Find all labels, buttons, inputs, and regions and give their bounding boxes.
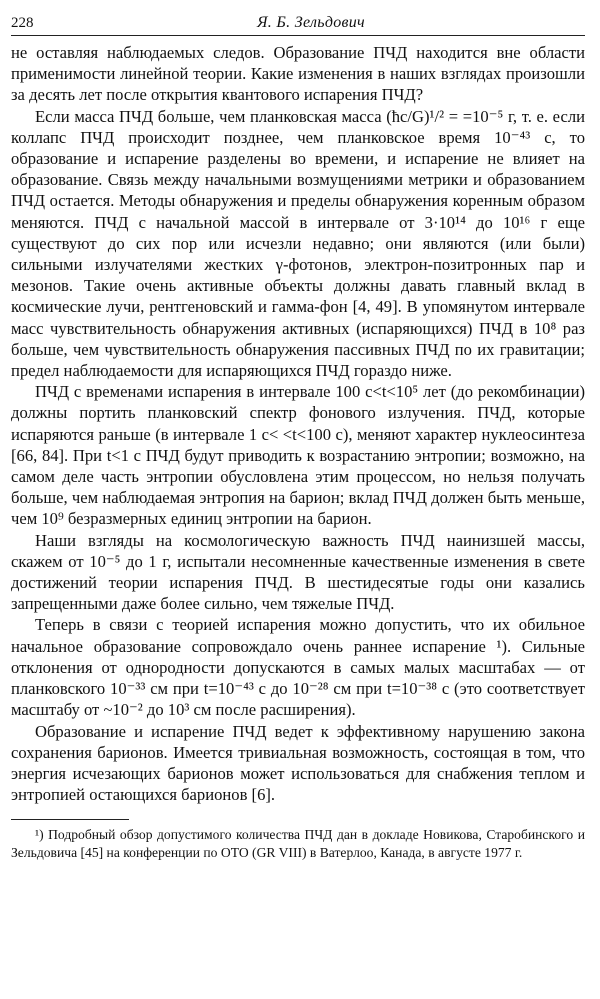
page-header <box>11 14 585 36</box>
paragraph: Наши взгляды на космологическую важность ПЧД наинизшей массы, скажем от 10⁻⁵ до 1 г, испытали несомненные качественные изменения в свете достижений теории испарения ПЧД. В шестидесятые годы они казались запрещенными даже более сильно, чем тяжелые ПЧД. <box>11 530 585 614</box>
running-title: Я. Б. Зельдович <box>256 14 365 31</box>
book-page <box>11 14 585 862</box>
paragraph: Образование и испарение ПЧД ведет к эффективному нарушению закона сохранения барионов. Имеется тривиальная возможность, состоящая в том, что энергия исчезающих барионов может использоваться для снабжения теплом и энтропией остающихся барионов [6]. <box>11 721 585 805</box>
paragraph: Теперь в связи с теорией испарения можно допустить, что их обильное начальное образование сопровождало очень раннее испарение ¹). Сильные отклонения от однородности допускаются в самых малых масштабах — от планковского 10⁻³³ см при t=10⁻⁴³ с до 10⁻²⁸ см при t=10⁻³⁸ с (это соответствует масштабу от ~10⁻² до 10³ см после расширения). <box>11 615 585 720</box>
paragraph: ПЧД с временами испарения в интервале 100 с<t<10⁵ лет (до рекомбинации) должны портить планковский спектр фонового излучения. ПЧД, которые испаряются раньше (в интервале 1 с< <t<100 с), меняют характер нуклеосинтеза [66, 84]. При t<1 с ПЧД будут приводить к возрастанию энтропии; возможно, на самом деле часть энтропии обусловлена этим процессом, но нельзя получать больше, чем наблюдаемая энтропия на барион; вклад ПЧД должен быть меньше, чем 10⁹ безразмерных единиц энтропии на барион. <box>11 382 585 529</box>
main-text <box>11 42 585 805</box>
page-number: 228 <box>11 15 34 31</box>
footnote-divider <box>11 819 129 820</box>
paragraph: не оставляя наблюдаемых следов. Образование ПЧД находится вне области применимости линейной теории. Какие изменения в наших взглядах произошли за десять лет после открытия квантового испарения ПЧД? <box>11 43 585 105</box>
footnote: ¹) Подробный обзор допустимого количества ПЧД дан в докладе Новикова, Старобинского и Зельдовича [45] на конференции по ОТО (GR VIII) в Ватерлоо, Канада, в августе 1977 г. <box>11 827 585 861</box>
paragraph: Если масса ПЧД больше, чем планковская масса (ħc/G)¹/² = =10⁻⁵ г, т. е. если коллапс ПЧД происходит позднее, чем планковское время 10⁻⁴³ с, то образование и испарение разделены во времени, и испарение не влияет на образование. Связь между начальными возмущениями метрики и образованием ПЧД остается. Методы обнаружения и пределы обнаружения коренным образом меняются. ПЧД с начальной массой в интервале от 3·10¹⁴ до 10¹⁶ г еще существуют до сих пор или исчезли недавно; они являются (или были) сильными излучателями жестких γ-фотонов, электрон-позитронных пар и мезонов. Такие очень активные объекты должны давать главный вклад в космические лучи, рентгеновский и гамма-фон [4, 49]. В упомянутом интервале масс чувствительность обнаружения активных (испаряющихся) ПЧД в 10⁸ раз больше, чем чувствительность обнаружения пассивных ПЧД по их гравитации; предел наблюдаемости для испаряющихся ПЧД гораздо ниже. <box>11 106 585 381</box>
